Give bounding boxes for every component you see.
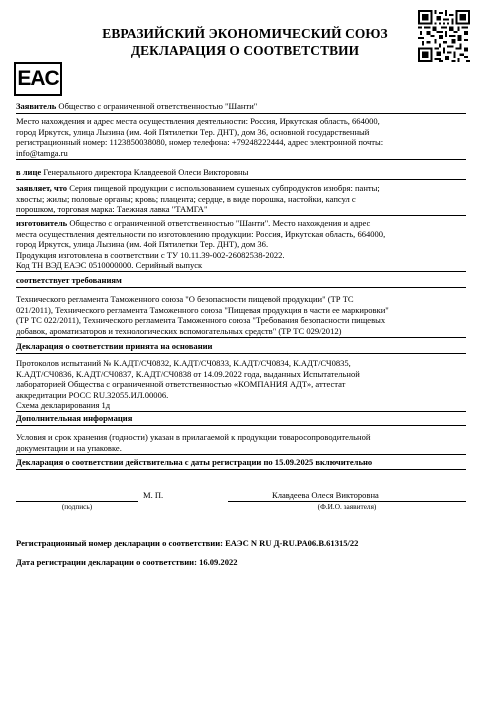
divider (16, 215, 466, 216)
representative-name: Генерального директора Клавдеевой Олеси Викторовны (41, 167, 249, 177)
applicant-label: Заявитель (16, 101, 57, 111)
signature-caption: (подпись) (61, 502, 93, 511)
applicant-address-line: регистрационный номер: 1123850038080, номер телефона: +79248222444, адрес электронной почты: (16, 137, 384, 147)
additional-info-line: документации и на упаковке. (16, 442, 122, 453)
manufacturer-name: Общество с ограниченной ответственностью "Шанти". Место нахождения и адрес (67, 218, 371, 228)
eac-logo: EAC (14, 62, 62, 96)
applicant-address-line: Место нахождения и адрес места осуществления деятельности: Россия, Иркутская область, 664000, (16, 116, 380, 126)
signer-name: Клавдеева Олеся Викторовна (272, 490, 379, 500)
declaration-title-line2: ДЕКЛАРАЦИЯ О СООТВЕТСТВИИ (130, 43, 360, 58)
additional-info-line: Условия и срок хранения (годности) указан в прилагаемой к продукции товаросопроводительной (16, 432, 371, 442)
product-description-line: порошком, торговая марка: Таежная лавка "ТАМГА" (16, 204, 208, 214)
product-description: Серия пищевой продукции с использованием сушеных субпродуктов изюбря: панты; (67, 183, 380, 193)
declaration-scheme: Схема декларирования 1д (16, 400, 111, 410)
validity-statement: Декларация о соответствии действительна с даты регистрации по 15.09.2025 включительно (16, 457, 373, 467)
divider (16, 454, 466, 455)
requirements-line: (ТР ТС 022/2011), Технического регламента Таможенного союза "Требования безопасности пищевых (16, 315, 386, 325)
test-protocols-line: Протоколов испытаний № К.АДТ/СЧ0832, К.АДТ/СЧ0833, К.АДТ/СЧ0834, К.АДТ/СЧ0835, (16, 358, 351, 368)
additional-info-label: Дополнительная информация (16, 413, 133, 423)
signer-name-caption: (Ф.И.О. заявителя) (317, 502, 377, 511)
divider (16, 353, 466, 354)
manufacturer-address-line: места осуществления деятельности по изготовлению продукции: Россия, Иркутская область, 664000, (16, 228, 386, 239)
product-description-line: хвосты; жилы; половые органы; кровь; плацента; сердце, в виде порошка, настойки, капсул с (16, 193, 356, 204)
requirements-label: соответствует требованиям (16, 275, 122, 285)
stamp-placeholder: М. П. (143, 490, 164, 500)
representative-label: в лице (16, 167, 42, 177)
declaration-title-line1: ЕВРАЗИЙСКИЙ ЭКОНОМИЧЕСКИЙ СОЮЗ (102, 26, 388, 41)
applicant-address-line: город Иркутск, улица Лызина (им. 4ой Пятилетки Тер. ДНТ), дом 36, основной государственный (16, 126, 370, 137)
divider (16, 425, 466, 426)
divider (16, 159, 466, 160)
requirements-line: 021/2011), Технического регламента Таможенного союза "Пищевая продукция в части ее маркировки" (16, 304, 389, 315)
declares-label: заявляет, что (16, 183, 68, 193)
requirements-line: Технического регламента Таможенного союза "О безопасности пищевой продукции" (ТР ТС (16, 294, 354, 304)
applicant-email: info@tamga.ru (16, 147, 68, 158)
representative-line (16, 167, 466, 178)
divider (16, 469, 466, 470)
declares-line (16, 183, 466, 194)
divider (16, 287, 466, 288)
applicant-line (16, 101, 466, 112)
qr-code-icon (418, 10, 470, 62)
test-protocols-line: К.АДТ/СЧ0836, К.АДТ/СЧ0837, К.АДТ/СЧ0838 от 14.09.2022 года, выданных Испытательной (16, 368, 360, 379)
test-protocols-line: лабораторией Общества с ограниченной ответственностью «КОМПАНИЯ АДТ», аттестат (16, 379, 346, 389)
divider (16, 179, 466, 180)
manufacturer-line (16, 218, 466, 229)
basis-label: Декларация о соответствии принята на основании (16, 341, 213, 351)
customs-code: Код ТН ВЭД ЕАЭС 0510000000. Серийный выпуск (16, 260, 203, 270)
registration-number: Регистрационный номер декларации о соответствии: ЕАЭС N RU Д-RU.PA06.B.61315/22 (16, 538, 359, 548)
manufacturing-spec: Продукция изготовлена в соответствии с ТУ 10.11.39-002-26082538-2022. (16, 249, 285, 260)
divider (16, 337, 466, 338)
applicant-name: Общество с ограниченной ответственностью "Шанти" (56, 101, 258, 111)
accreditation-line: аккредитации РОСС RU.32055.ИЛ.00006. (16, 389, 169, 400)
manufacturer-label: изготовитель (16, 218, 68, 228)
requirements-line: добавок, ароматизаторов и технологических вспомогательных средств" (ТР ТС 029/2012) (16, 325, 342, 336)
divider (16, 113, 466, 114)
divider (16, 271, 466, 272)
divider (16, 411, 466, 412)
registration-date: Дата регистрации декларации о соответствии: 16.09.2022 (16, 557, 238, 567)
manufacturer-address-line: город Иркутск, улица Лызина (им. 4ой Пятилетки Тер. ДНТ), дом 36. (16, 239, 269, 249)
